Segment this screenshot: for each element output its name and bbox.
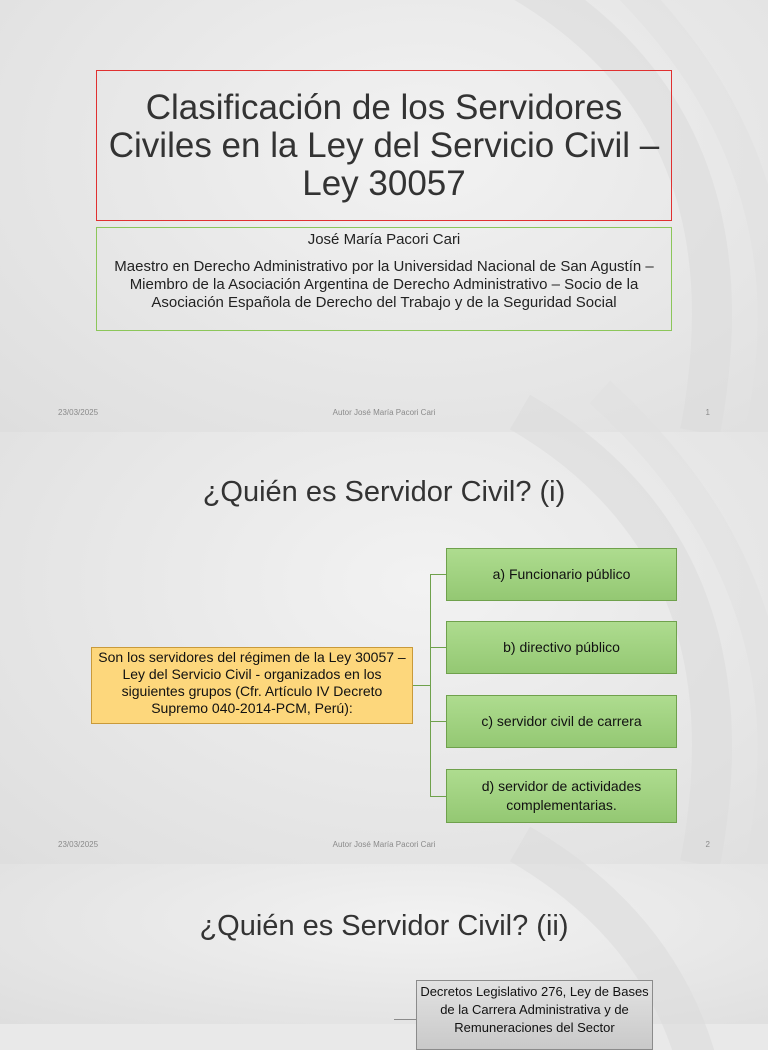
slide-3 — [0, 864, 768, 1035]
slide-title: ¿Quién es Servidor Civil? (ii) — [199, 910, 569, 942]
connector-line — [430, 574, 431, 796]
footer-date: 23/03/2025 — [58, 408, 99, 417]
author-name: José María Pacori Cari — [307, 231, 461, 248]
slide-title: ¿Quién es Servidor Civil? (i) — [202, 476, 566, 508]
definition-box: Son los servidores del régimen de la Ley 30057 – Ley del Servicio Civil - organizados en los siguientes grupos (Cfr. Artículo IV Decreto Supremo 040-2014-PCM, Perú): — [91, 647, 413, 724]
law-box: Decretos Legislativo 276, Ley de Bases de la Carrera Administrativa y de Remuneraciones del Sector — [416, 980, 653, 1050]
footer-date: 23/03/2025 — [58, 840, 99, 849]
group-box-carrera: c) servidor civil de carrera — [446, 695, 677, 748]
connector-line — [413, 685, 430, 686]
slide-number: 1 — [705, 408, 710, 417]
connector-line — [430, 574, 446, 575]
group-box-directivo: b) directivo público — [446, 621, 677, 674]
connector-line — [430, 721, 446, 722]
footer-author: Autor José María Pacori Cari — [332, 408, 436, 417]
slide-number: 2 — [705, 840, 710, 849]
subtitle-box — [96, 227, 672, 331]
footer-author: Autor José María Pacori Cari — [332, 840, 436, 849]
connector-line — [430, 647, 446, 648]
author-bio: Maestro en Derecho Administrativo por la Universidad Nacional de San Agustín – Miembro de la Asociación Argentina de Derecho Administrativo – Socio de la Asociación Española de Derecho del Trabajo y de la Seguridad Social — [114, 258, 654, 311]
group-box-funcionario: a) Funcionario público — [446, 548, 677, 601]
connector-line — [394, 1019, 416, 1020]
slide-2 — [0, 432, 768, 864]
slide-title: Clasificación de los Servidores Civiles en la Ley del Servicio Civil – Ley 30057 — [96, 70, 672, 221]
connector-line — [430, 796, 446, 797]
group-box-complementarias: d) servidor de actividades complementarias. — [446, 769, 677, 823]
slide-1 — [0, 0, 768, 432]
